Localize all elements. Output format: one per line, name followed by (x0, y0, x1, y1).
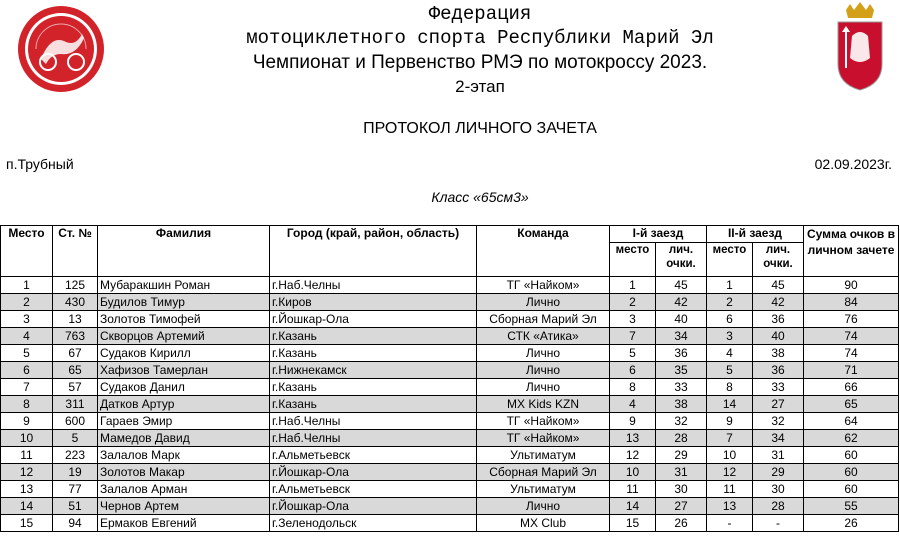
cell-place: 14 (1, 498, 53, 515)
cell-r1p: 13 (610, 430, 656, 447)
federation-title: Федерация (428, 3, 532, 25)
cell-num: 430 (53, 294, 98, 311)
table-row (1, 362, 899, 379)
cell-num: 65 (53, 362, 98, 379)
cell-r2s: 42 (753, 294, 804, 311)
header-number: Ст. № (53, 226, 98, 277)
table-row (1, 447, 899, 464)
cell-name: Мамедов Давид (98, 430, 270, 447)
cell-team: MX Club (477, 515, 610, 532)
cell-city: г.Наб.Челны (270, 430, 477, 447)
header-place: Место (1, 226, 53, 277)
federation-logo (16, 4, 106, 94)
header-race2-place: место (707, 243, 753, 277)
cell-r2s: 34 (753, 430, 804, 447)
header-race2-points: лич. очки. (753, 243, 804, 277)
cell-name: Судаков Кирилл (98, 345, 270, 362)
cell-city: г.Наб.Челны (270, 277, 477, 294)
cell-r2p: 2 (707, 294, 753, 311)
table-row (1, 379, 899, 396)
cell-r2p: 8 (707, 379, 753, 396)
championship-title: Чемпионат и Первенство РМЭ по мотокроссу 2023. (252, 52, 708, 73)
cell-r1p: 7 (610, 328, 656, 345)
federation-subtitle: мотоциклетного спорта Республики Марий Эл (246, 27, 714, 49)
cell-sum: 66 (804, 379, 899, 396)
cell-sum: 60 (804, 447, 899, 464)
table-row (1, 328, 899, 345)
cell-r1s: 35 (656, 362, 707, 379)
cell-r1s: 33 (656, 379, 707, 396)
cell-place: 15 (1, 515, 53, 532)
cell-name: Золотов Макар (98, 464, 270, 481)
cell-team: Сборная Марий Эл (477, 311, 610, 328)
cell-num: 5 (53, 430, 98, 447)
cell-city: г.Йошкар-Ола (270, 311, 477, 328)
cell-r1s: 32 (656, 413, 707, 430)
cell-name: Будилов Тимур (98, 294, 270, 311)
cell-r1s: 29 (656, 447, 707, 464)
cell-city: г.Казань (270, 328, 477, 345)
cell-r1s: 40 (656, 311, 707, 328)
event-location: п.Трубный (6, 156, 74, 172)
cell-r2s: 32 (753, 413, 804, 430)
cell-r2p: 1 (707, 277, 753, 294)
cell-r1p: 4 (610, 396, 656, 413)
cell-sum: 60 (804, 464, 899, 481)
cell-r2p: - (707, 515, 753, 532)
cell-city: г.Йошкар-Ола (270, 464, 477, 481)
cell-r2p: 6 (707, 311, 753, 328)
cell-r2s: 27 (753, 396, 804, 413)
table-row (1, 413, 899, 430)
cell-r1p: 1 (610, 277, 656, 294)
cell-r2p: 3 (707, 328, 753, 345)
table-row (1, 464, 899, 481)
cell-r2p: 7 (707, 430, 753, 447)
cell-place: 8 (1, 396, 53, 413)
event-date: 02.09.2023г. (814, 156, 892, 172)
table-row (1, 345, 899, 362)
cell-place: 7 (1, 379, 53, 396)
cell-r1s: 26 (656, 515, 707, 532)
cell-city: г.Нижнекамск (270, 362, 477, 379)
cell-r1p: 2 (610, 294, 656, 311)
cell-r2s: 38 (753, 345, 804, 362)
cell-r2p: 10 (707, 447, 753, 464)
cell-team: Лично (477, 379, 610, 396)
header-race2: II-й заезд (707, 226, 804, 243)
cell-team: ТГ «Найком» (477, 413, 610, 430)
cell-name: Золотов Тимофей (98, 311, 270, 328)
cell-r1p: 10 (610, 464, 656, 481)
cell-name: Ермаков Евгений (98, 515, 270, 532)
cell-r1s: 45 (656, 277, 707, 294)
cell-sum: 90 (804, 277, 899, 294)
cell-num: 57 (53, 379, 98, 396)
cell-team: Сборная Марий Эл (477, 464, 610, 481)
cell-sum: 62 (804, 430, 899, 447)
cell-sum: 60 (804, 481, 899, 498)
cell-r1p: 3 (610, 311, 656, 328)
cell-team: MX Kids KZN (477, 396, 610, 413)
cell-sum: 71 (804, 362, 899, 379)
cell-r1p: 5 (610, 345, 656, 362)
cell-r1p: 11 (610, 481, 656, 498)
cell-r2s: 30 (753, 481, 804, 498)
class-label: Класс «65см3» (431, 189, 529, 205)
header-team: Команда (477, 226, 610, 277)
cell-team: СТК «Атика» (477, 328, 610, 345)
cell-r1s: 38 (656, 396, 707, 413)
cell-r1s: 36 (656, 345, 707, 362)
cell-r2s: 28 (753, 498, 804, 515)
cell-team: Лично (477, 345, 610, 362)
cell-r2s: 40 (753, 328, 804, 345)
table-row (1, 481, 899, 498)
cell-r2p: 9 (707, 413, 753, 430)
cell-num: 94 (53, 515, 98, 532)
cell-sum: 76 (804, 311, 899, 328)
cell-place: 6 (1, 362, 53, 379)
cell-place: 3 (1, 311, 53, 328)
cell-name: Гараев Эмир (98, 413, 270, 430)
cell-r1s: 27 (656, 498, 707, 515)
cell-r2s: 45 (753, 277, 804, 294)
cell-sum: 65 (804, 396, 899, 413)
header-race1-points: лич. очки. (656, 243, 707, 277)
cell-r2s: 36 (753, 311, 804, 328)
cell-sum: 64 (804, 413, 899, 430)
cell-num: 19 (53, 464, 98, 481)
cell-name: Скворцов Артемий (98, 328, 270, 345)
cell-num: 600 (53, 413, 98, 430)
table-row (1, 277, 899, 294)
table-row (1, 294, 899, 311)
results-table (0, 225, 899, 532)
cell-r1p: 6 (610, 362, 656, 379)
cell-team: ТГ «Найком» (477, 430, 610, 447)
cell-name: Чернов Артем (98, 498, 270, 515)
cell-team: Ультиматум (477, 481, 610, 498)
cell-city: г.Зеленодольск (270, 515, 477, 532)
stage-label: 2-этап (455, 77, 505, 96)
cell-r1s: 34 (656, 328, 707, 345)
cell-r1s: 31 (656, 464, 707, 481)
cell-name: Датков Артур (98, 396, 270, 413)
protocol-title: ПРОТОКОЛ ЛИЧНОГО ЗАЧЕТА (363, 120, 597, 137)
cell-r1p: 12 (610, 447, 656, 464)
cell-r2p: 13 (707, 498, 753, 515)
header-sum: Сумма очков в личном зачете (804, 226, 899, 277)
cell-sum: 55 (804, 498, 899, 515)
cell-sum: 74 (804, 345, 899, 362)
table-row (1, 498, 899, 515)
cell-city: г.Альметьевск (270, 481, 477, 498)
cell-num: 67 (53, 345, 98, 362)
cell-city: г.Наб.Челны (270, 413, 477, 430)
cell-r2p: 4 (707, 345, 753, 362)
header-city: Город (край, район, область) (270, 226, 477, 277)
cell-team: Лично (477, 362, 610, 379)
cell-name: Мубаракшин Роман (98, 277, 270, 294)
cell-r2s: - (753, 515, 804, 532)
cell-place: 5 (1, 345, 53, 362)
cell-r2s: 33 (753, 379, 804, 396)
cell-r2s: 36 (753, 362, 804, 379)
cell-num: 763 (53, 328, 98, 345)
cell-sum: 26 (804, 515, 899, 532)
cell-num: 51 (53, 498, 98, 515)
cell-r1p: 14 (610, 498, 656, 515)
cell-r2p: 11 (707, 481, 753, 498)
cell-city: г.Киров (270, 294, 477, 311)
coat-of-arms-icon (832, 2, 888, 92)
cell-city: г.Казань (270, 396, 477, 413)
table-row (1, 311, 899, 328)
cell-team: Ультиматум (477, 447, 610, 464)
cell-place: 13 (1, 481, 53, 498)
cell-place: 12 (1, 464, 53, 481)
cell-num: 223 (53, 447, 98, 464)
cell-name: Судаков Данил (98, 379, 270, 396)
cell-city: г.Альметьевск (270, 447, 477, 464)
cell-city: г.Казань (270, 345, 477, 362)
cell-r2p: 12 (707, 464, 753, 481)
cell-r1p: 9 (610, 413, 656, 430)
cell-place: 4 (1, 328, 53, 345)
cell-place: 11 (1, 447, 53, 464)
cell-team: Лично (477, 294, 610, 311)
cell-city: г.Йошкар-Ола (270, 498, 477, 515)
table-row (1, 430, 899, 447)
header-race1-place: место (610, 243, 656, 277)
header-race1: I-й заезд (610, 226, 707, 243)
cell-place: 2 (1, 294, 53, 311)
cell-r1s: 30 (656, 481, 707, 498)
cell-sum: 84 (804, 294, 899, 311)
table-row (1, 396, 899, 413)
cell-num: 125 (53, 277, 98, 294)
cell-r1s: 42 (656, 294, 707, 311)
cell-name: Залалов Арман (98, 481, 270, 498)
cell-r2s: 31 (753, 447, 804, 464)
cell-r1s: 28 (656, 430, 707, 447)
cell-r1p: 15 (610, 515, 656, 532)
cell-city: г.Казань (270, 379, 477, 396)
cell-r1p: 8 (610, 379, 656, 396)
cell-r2s: 29 (753, 464, 804, 481)
cell-name: Залалов Марк (98, 447, 270, 464)
cell-place: 10 (1, 430, 53, 447)
cell-name: Хафизов Тамерлан (98, 362, 270, 379)
cell-num: 13 (53, 311, 98, 328)
cell-team: Лично (477, 498, 610, 515)
cell-num: 311 (53, 396, 98, 413)
cell-place: 9 (1, 413, 53, 430)
cell-r2p: 5 (707, 362, 753, 379)
cell-r2p: 14 (707, 396, 753, 413)
table-row (1, 515, 899, 532)
header-name: Фамилия (98, 226, 270, 277)
cell-num: 77 (53, 481, 98, 498)
cell-sum: 74 (804, 328, 899, 345)
cell-place: 1 (1, 277, 53, 294)
cell-team: ТГ «Найком» (477, 277, 610, 294)
